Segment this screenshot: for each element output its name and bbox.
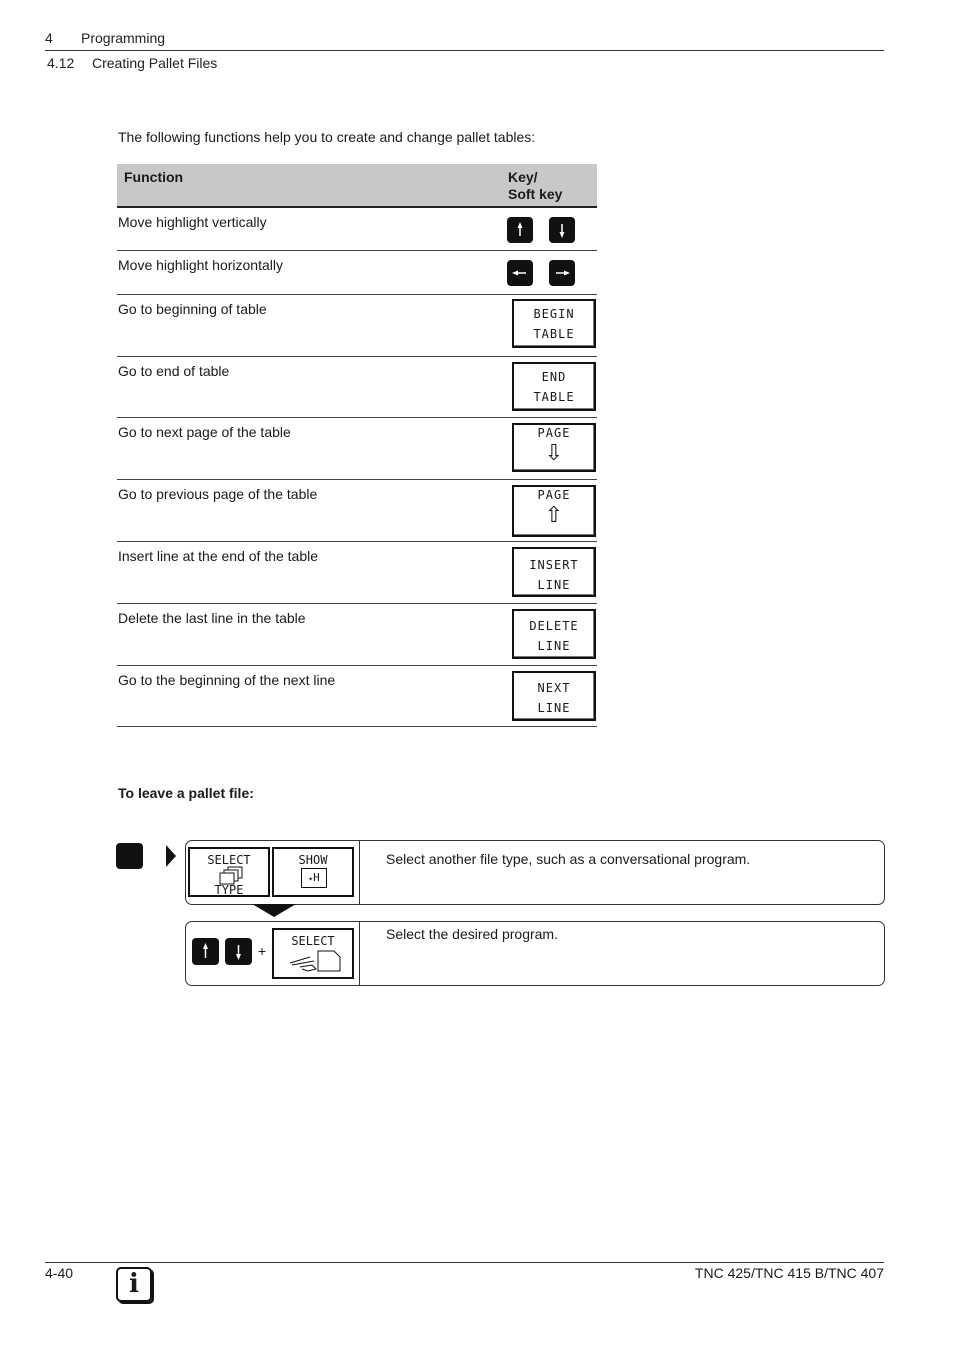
- col-key-line1: Key/: [508, 169, 538, 185]
- table-row: [117, 295, 597, 357]
- arrow-right-key[interactable]: [549, 260, 575, 286]
- step-1-box: [185, 840, 885, 905]
- table-row: [117, 604, 597, 666]
- softkey-line1: PAGE: [537, 488, 571, 502]
- row-label: Go to beginning of table: [118, 301, 267, 317]
- header-rule: [45, 50, 884, 51]
- softkey-line2: LINE: [537, 639, 571, 653]
- row-label: Insert line at the end of the table: [118, 548, 319, 564]
- file-type-letter: H: [313, 871, 320, 884]
- row-label: Move highlight vertically: [118, 214, 267, 230]
- select-type-softkey[interactable]: [188, 847, 270, 897]
- table-row: [117, 357, 597, 418]
- row-label: Delete the last line in the table: [118, 610, 306, 626]
- softkey-line2: LINE: [537, 578, 571, 592]
- arrow-down-icon: ⇩: [544, 441, 564, 466]
- show-h-softkey[interactable]: [272, 847, 354, 897]
- chapter-number: 4: [45, 30, 53, 46]
- table-row: [117, 208, 597, 251]
- table-row: [117, 251, 597, 295]
- pointer-triangle-icon: [164, 845, 177, 867]
- model-name: TNC 425/TNC 415 B/TNC 407: [694, 1265, 884, 1281]
- table-row: [117, 542, 597, 604]
- table-row: [117, 480, 597, 542]
- down-pointer-icon: [252, 904, 296, 918]
- leave-pallet-heading: To leave a pallet file:: [118, 785, 254, 801]
- table-row: [117, 418, 597, 480]
- next-line-softkey[interactable]: [512, 671, 596, 721]
- function-table: [117, 164, 597, 727]
- hand-select-file-icon: [288, 947, 344, 975]
- intro-text: The following functions help you to create and change pallet tables:: [118, 129, 536, 145]
- arrow-up-key[interactable]: [192, 938, 219, 965]
- row-label: Go to the beginning of the next line: [118, 672, 336, 688]
- row-label: Move highlight horizontally: [118, 257, 283, 273]
- step-divider: [359, 922, 360, 985]
- row-label: Go to end of table: [118, 363, 230, 379]
- info-icon: i: [116, 1267, 152, 1302]
- arrow-down-key[interactable]: [549, 217, 575, 243]
- chapter-title: Programming: [81, 30, 166, 46]
- softkey-line1: INSERT: [529, 558, 579, 572]
- col-key-line2: Soft key: [508, 186, 563, 202]
- arrow-up-icon: ⇧: [544, 503, 564, 528]
- softkey-bottom-label: TYPE: [214, 883, 244, 897]
- file-icon: [301, 868, 327, 888]
- softkey-line1: NEXT: [537, 681, 571, 695]
- step-marker-icon: [116, 843, 143, 869]
- arrow-up-key[interactable]: [507, 217, 533, 243]
- table-header: [117, 164, 597, 208]
- softkey-top-label: SELECT: [207, 853, 251, 867]
- softkey-top-label: SHOW: [298, 853, 328, 867]
- step-2-box: [185, 921, 885, 986]
- small-arrow-icon: ✦: [308, 874, 314, 883]
- plus-sign: +: [258, 943, 267, 959]
- footer-rule: [45, 1262, 884, 1263]
- softkey-line1: END: [541, 370, 567, 384]
- arrow-left-key[interactable]: [507, 260, 533, 286]
- select-program-softkey[interactable]: [272, 928, 354, 979]
- col-key-header: [508, 169, 562, 203]
- step-2-description: Select the desired program.: [386, 926, 558, 942]
- col-function-header: Function: [124, 169, 184, 185]
- softkey-line2: LINE: [537, 701, 571, 715]
- page-up-softkey[interactable]: [512, 485, 596, 537]
- softkey-top-label: SELECT: [291, 934, 335, 948]
- arrow-down-key[interactable]: [225, 938, 252, 965]
- insert-line-softkey[interactable]: [512, 547, 596, 597]
- end-table-softkey[interactable]: [512, 362, 596, 411]
- softkey-line1: BEGIN: [533, 307, 575, 321]
- softkey-line1: DELETE: [529, 619, 579, 633]
- softkey-line2: TABLE: [533, 327, 575, 341]
- delete-line-softkey[interactable]: [512, 609, 596, 659]
- table-row: [117, 666, 597, 727]
- softkey-line1: PAGE: [537, 426, 571, 440]
- page-down-softkey[interactable]: [512, 423, 596, 472]
- begin-table-softkey[interactable]: [512, 299, 596, 348]
- page-number: 4-40: [45, 1265, 74, 1281]
- row-label: Go to previous page of the table: [118, 486, 318, 502]
- softkey-line2: TABLE: [533, 390, 575, 404]
- row-label: Go to next page of the table: [118, 424, 291, 440]
- step-divider: [359, 841, 360, 904]
- section-number: 4.12: [47, 55, 75, 71]
- section-title: Creating Pallet Files: [92, 55, 218, 71]
- step-1-description: Select another file type, such as a conversational program.: [386, 851, 751, 867]
